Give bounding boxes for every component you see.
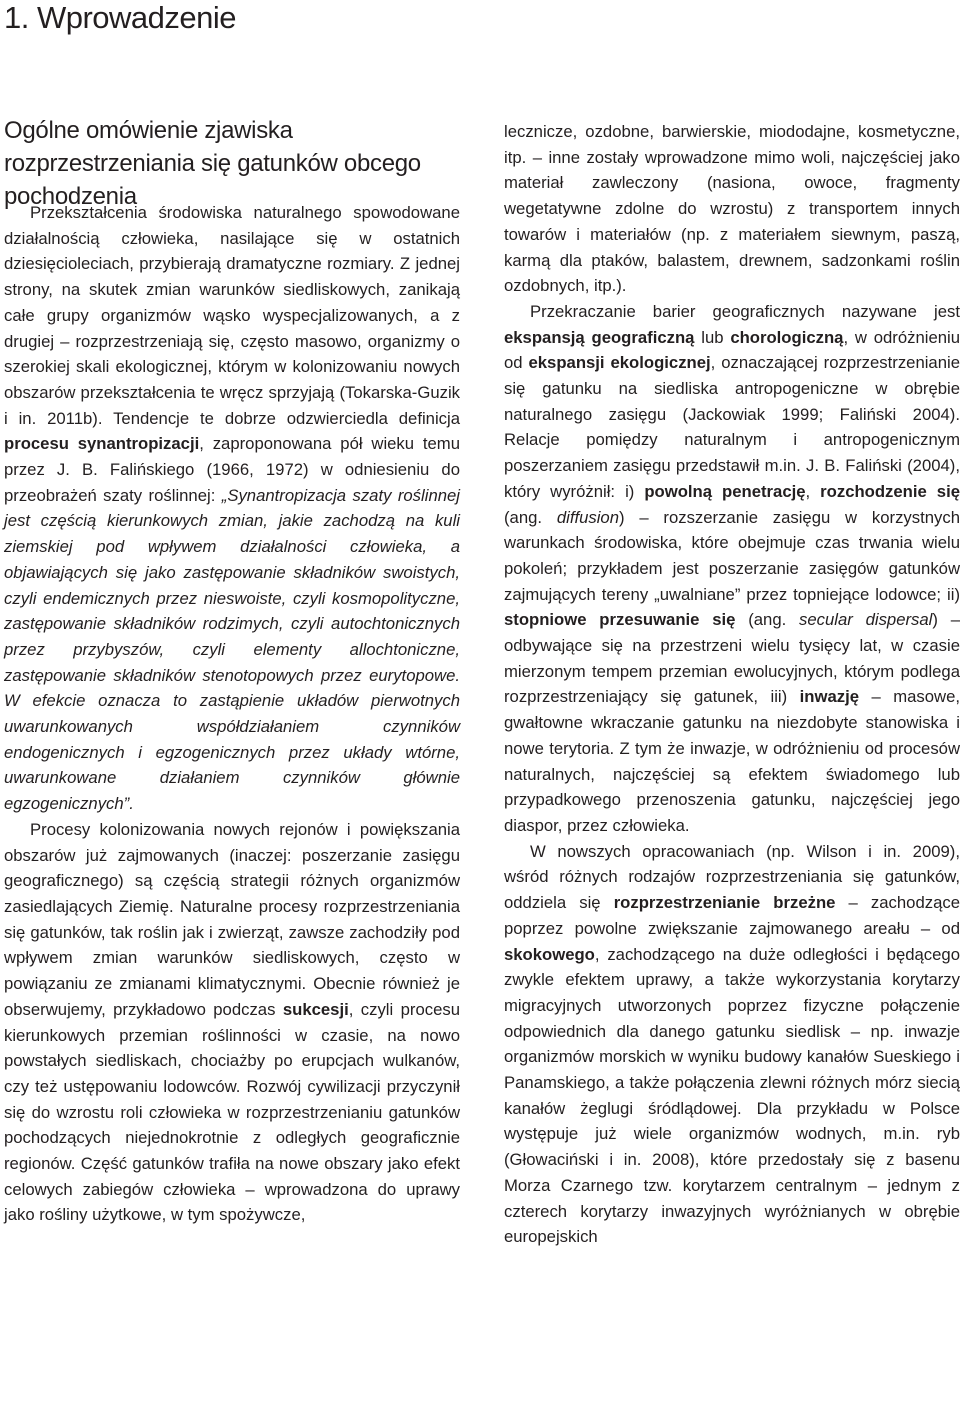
- text-run: (ang.: [504, 507, 557, 527]
- keyword-succession: sukcesji: [282, 999, 349, 1019]
- keyword-slow-penetration: powolną penetrację: [644, 481, 806, 501]
- text-run: , oznaczającej rozprzestrzenianie się gatunku na siedliska antropogeniczne w obrębie naturalnego zasięgu (Jackowiak 1999; Faliński 2004). Relacje pomiędzy naturalnym i antropogenicznym poszerzaniem zasięgu przedstawił m.in. J. B. Faliński (2004), który wyróżnił: i): [504, 353, 960, 501]
- paragraph-expansion: [504, 299, 960, 839]
- text-run: ) – odbywające się na przestrzeni wielu tysięcy lat, w czasie mierzonym tempem przemian ewolucyjnych, którym podlega rozprzestrzeniający się gatunek, iii): [504, 610, 960, 707]
- paragraph-dispersal-types: [504, 839, 960, 1250]
- section-title: Ogólne omówienie zjawiska rozprzestrzeniania się gatunków obcego pochodzenia: [4, 117, 421, 210]
- paragraph-continuation: lecznicze, ozdobne, barwierskie, miododajne, kosmetyczne, itp. – inne zostały wprowadzone mimo woli, najczęściej jako materiał zawleczony (nasiona, owoce, fragmenty wegetatywne zdolne do wzrostu) z transportem innych towarów i materiałów (np. z materiałem siewnym, paszą, karmą dla ptaków, balastem, drewnem, sadzonkami roślin ozdobnych, itp.).: [504, 122, 960, 296]
- keyword-chorological: chorologiczną: [730, 327, 844, 347]
- text-run: , w odróżnieniu od: [504, 327, 960, 373]
- paragraph-colonization: [4, 817, 460, 1228]
- text-run: W nowszych opracowaniach (np. Wilson i in. 2009), wśród różnych rodzajów rozprzestrzeniania się gatunków, oddziela się: [504, 841, 960, 913]
- text-run: Przekraczanie barier geograficznych nazywane jest: [530, 301, 960, 321]
- text-run: , zachodzącego na duże odległości i będącego zwykle efektem uprawy, a także wykorzystania korytarzy migracyjnych utworzonych poprzez fizyczne połączenie odpowiednich dla danego gatunku siedlisk – np. inwazje organizmów morskich w wyniku budowy kanałów Sueskiego i Panamskiego, a także połączenia zlewni różnych mórz siecią kanałów żeglugi śródlądowej. Dla przykładu w Polsce występuje już wiele organizmów wodnych, m.in. ryb (Głowaciński i in. 2008), które przedostały się z basenu Morza Czarnego tzw. korytarzem centralnym – jednym z czterech korytarzy inwazyjnych wyróżnianych w obrębie europejskich: [504, 944, 960, 1247]
- keyword-invasion: inwazję: [799, 687, 860, 707]
- keyword-edge-dispersal: rozprzestrzenianie brzeżne: [613, 893, 836, 913]
- paragraph-synantropization: [4, 200, 460, 817]
- keyword-gradual-shift: stopniowe przesuwanie się: [504, 610, 736, 630]
- text-run: (ang.: [735, 610, 800, 630]
- right-column: [504, 119, 960, 1250]
- term-diffusion: diffusion: [556, 507, 619, 527]
- text-run: ) – rozszerzanie zasięgu w korzystnych warunkach środowiska, które obejmuje czas trwania wielu pokoleń; przykładem jest poszerzanie zasięgów gatunków zajmujących tereny „uwalniane” przez topniejące lodowce; ii): [504, 507, 960, 604]
- keyword-ecological-expansion: ekspansji ekologicznej: [528, 353, 711, 373]
- text-run: – masowe, gwałtowne wkraczanie gatunku na niezdobyte stanowiska i nowe terytoria. Z tym że inwazje, w odróżnieniu od procesów naturalnych, najczęściej są efektem świadomego lub przypadkowego przenoszenia gatunku, najczęściej jego diaspor, przez człowieka.: [504, 687, 960, 835]
- keyword-diffusion: rozchodzenie się: [820, 481, 960, 501]
- keyword-jump-dispersal: skokowego: [504, 944, 595, 964]
- keyword-geographic-expansion: ekspansją geograficzną: [504, 327, 695, 347]
- left-column: [4, 200, 460, 1228]
- text-run: lub: [694, 327, 731, 347]
- keyword-synantropization: procesu synantropizacji: [4, 434, 200, 454]
- definition-quote: „Synantropizacja szaty roślinnej jest częścią kierunkowych zmian, jakie zachodzą na kuli ziemskiej pod wpływem działalności człowieka, a objawiających się jako zastępowanie składników swoistych, czyli endemicznych przez nieswoiste, czyli kosmopolityczne, zastępowanie składników rodzimych, czyli autochtonicznych przez przybyszów, czyli elementy allochtoniczne, zastępowanie składników stenotopowych przez eurytopowe. W efekcie oznacza to zastąpienie układów pierwotnych uwarunkowanych współdziałaniem czynników endogenicznych i egzogenicznych przez układy wtórne, uwarunkowane działaniem czynników głównie egzogenicznych”.: [4, 485, 460, 814]
- chapter-title: 1. Wprowadzenie: [4, 0, 237, 35]
- text-run: , zaproponowana pół wieku temu przez J. B. Falińskiego (1966, 1972) w odniesieniu do przeobrażeń szaty roślinnej:: [4, 434, 460, 505]
- text-run: – zachodzące poprzez powolne zwiększanie zajmowanego areału – od: [504, 893, 960, 938]
- text-run: Przekształcenia środowiska naturalnego spowodowane działalnością człowieka, nasilające się w ostatnich dziesięcioleciach, przybierają dramatyczne rozmiary. Z jednej strony, na skutek zmian warunków siedliskowych, zanikają całe grupy organizmów wąsko wyspecjalizowanych, a z drugiej – rozprzestrzeniają się, często masowo, organizmy o szerokiej skali ekologicznej, którym w kolonizowaniu nowych obszarów przekształcenia te wręcz sprzyjają (Tokarska-Guzik i in. 2011b). Tendencje te dobrze odzwierciedla definicja: [4, 203, 460, 428]
- text-run: , czyli procesu kierunkowych przemian roślinności w czasie, na nowo powstałych siedliskach, chociażby po erupcjach wulkanów, czy też ustępowaniu lodowców. Rozwój cywilizacji przyczynił się do wzrostu roli człowieka w rozprzestrzenianiu gatunków pochodzących niejednokrotnie z odległych geograficznie regionów. Część gatunków trafiła na nowe obszary jako efekt celowych zabiegów człowieka – wprowadzona do uprawy jako rośliny użytkowe, w tym spożywcze,: [4, 999, 460, 1225]
- text-run: ,: [805, 481, 821, 501]
- text-run: Procesy kolonizowania nowych rejonów i powiększania obszarów już zajmowanych (inaczej: poszerzanie zasięgu geograficznego) są częścią strategii różnych organizmów zasiedlających Ziemię. Naturalne procesy rozprzestrzeniania się gatunków, tak roślin jak i zwierząt, zawsze zachodziły pod wpływem zmian warunków siedliskowych, często w powiązaniu ze zmianami klimatycznymi. Obecnie również je obserwujemy, przykładowo podczas: [4, 819, 460, 1019]
- term-secular-dispersal: secular dispersal: [799, 610, 933, 630]
